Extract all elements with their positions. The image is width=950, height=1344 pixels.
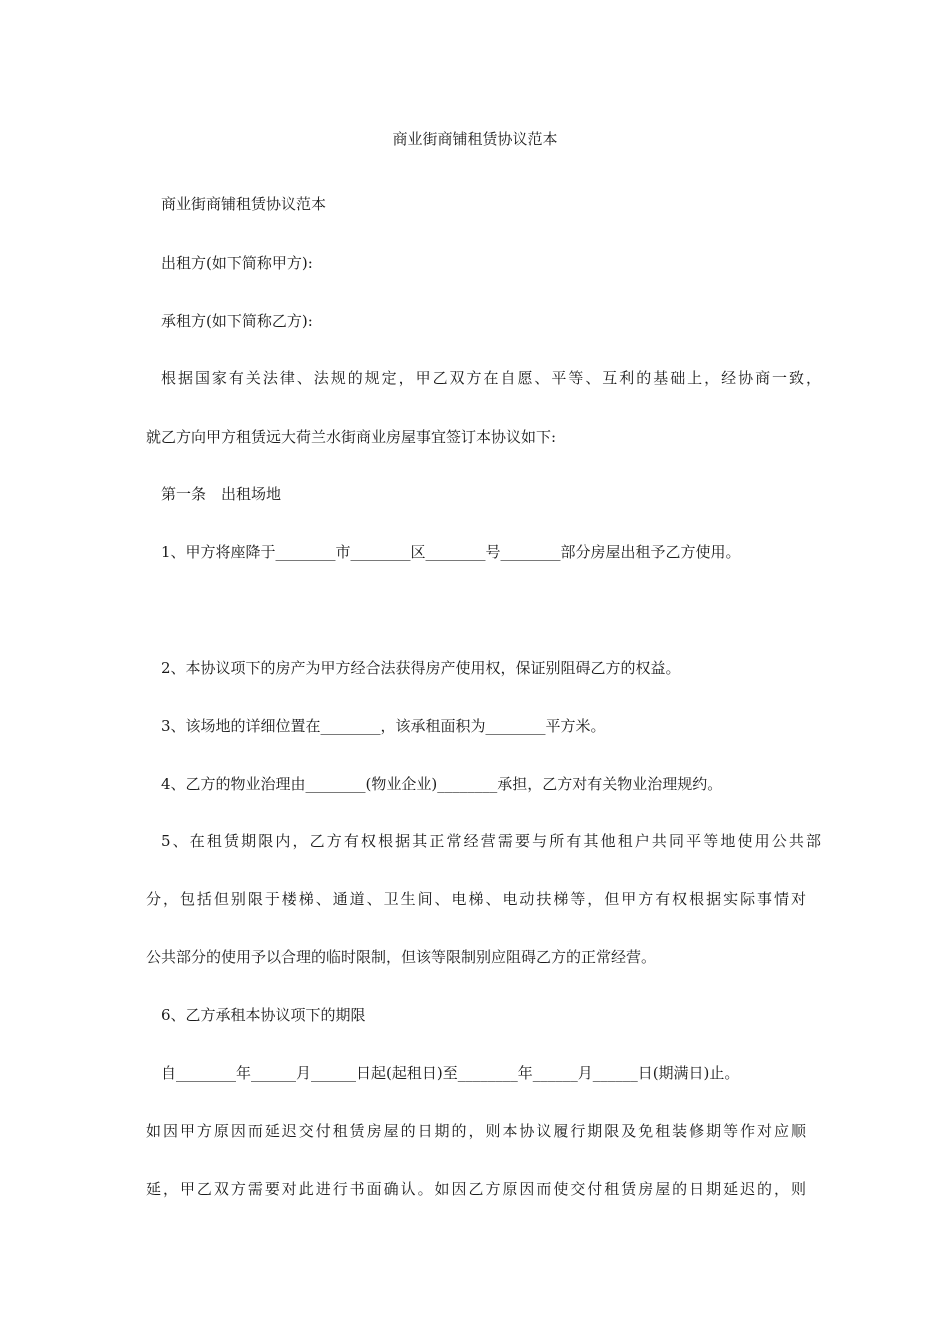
subtitle-line: 商业街商铺租赁协议范本 — [161, 195, 327, 213]
clause-5-line-1: 5、在租赁期限内，乙方有权根据其正常经营需要与所有其他租户共同平等地使用公共部 — [161, 832, 821, 850]
preamble-line-1: 根据国家有关法律、法规的规定，甲乙双方在自愿、平等、互利的基础上，经协商一致， — [161, 369, 821, 387]
clause-6-term: 自________年______月______日起(起租日)至________年______月______日(期满日)止。 — [161, 1064, 740, 1082]
lessor-line: 出租方(如下简称甲方): — [161, 254, 313, 272]
clause-1: 1、甲方将座降于________市________区________号________部分房屋出租予乙方使用。 — [161, 543, 741, 561]
clause-4: 4、乙方的物业治理由________(物业企业)________承担，乙方对有关物业治理规约。 — [161, 775, 723, 793]
clause-3: 3、该场地的详细位置在________，该承租面积为________平方米。 — [161, 717, 606, 735]
clause-2: 2、本协议项下的房产为甲方经合法获得房产使用权，保证别阻碍乙方的权益。 — [161, 659, 681, 677]
clause-5-line-3: 公共部分的使用予以合理的临时限制，但该等限制别应阻碍乙方的正常经营。 — [146, 948, 657, 966]
clause-6-line-3: 延，甲乙双方需要对此进行书面确认。如因乙方原因而使交付租赁房屋的日期延迟的，则 — [146, 1180, 806, 1198]
document-title: 商业街商铺租赁协议范本 — [392, 130, 558, 148]
article-1-heading: 第一条 出租场地 — [161, 485, 282, 503]
preamble-line-2: 就乙方向甲方租赁远大荷兰水街商业房屋事宜签订本协议如下: — [146, 428, 557, 446]
clause-5-line-2: 分，包括但别限于楼梯、通道、卫生间、电梯、电动扶梯等，但甲方有权根据实际事情对 — [146, 890, 806, 908]
lessee-line: 承租方(如下简称乙方): — [161, 312, 313, 330]
clause-6-heading: 6、乙方承租本协议项下的期限 — [161, 1006, 366, 1024]
clause-6-line-2: 如因甲方原因而延迟交付租赁房屋的日期的，则本协议履行期限及免租装修期等作对应顺 — [146, 1122, 806, 1140]
